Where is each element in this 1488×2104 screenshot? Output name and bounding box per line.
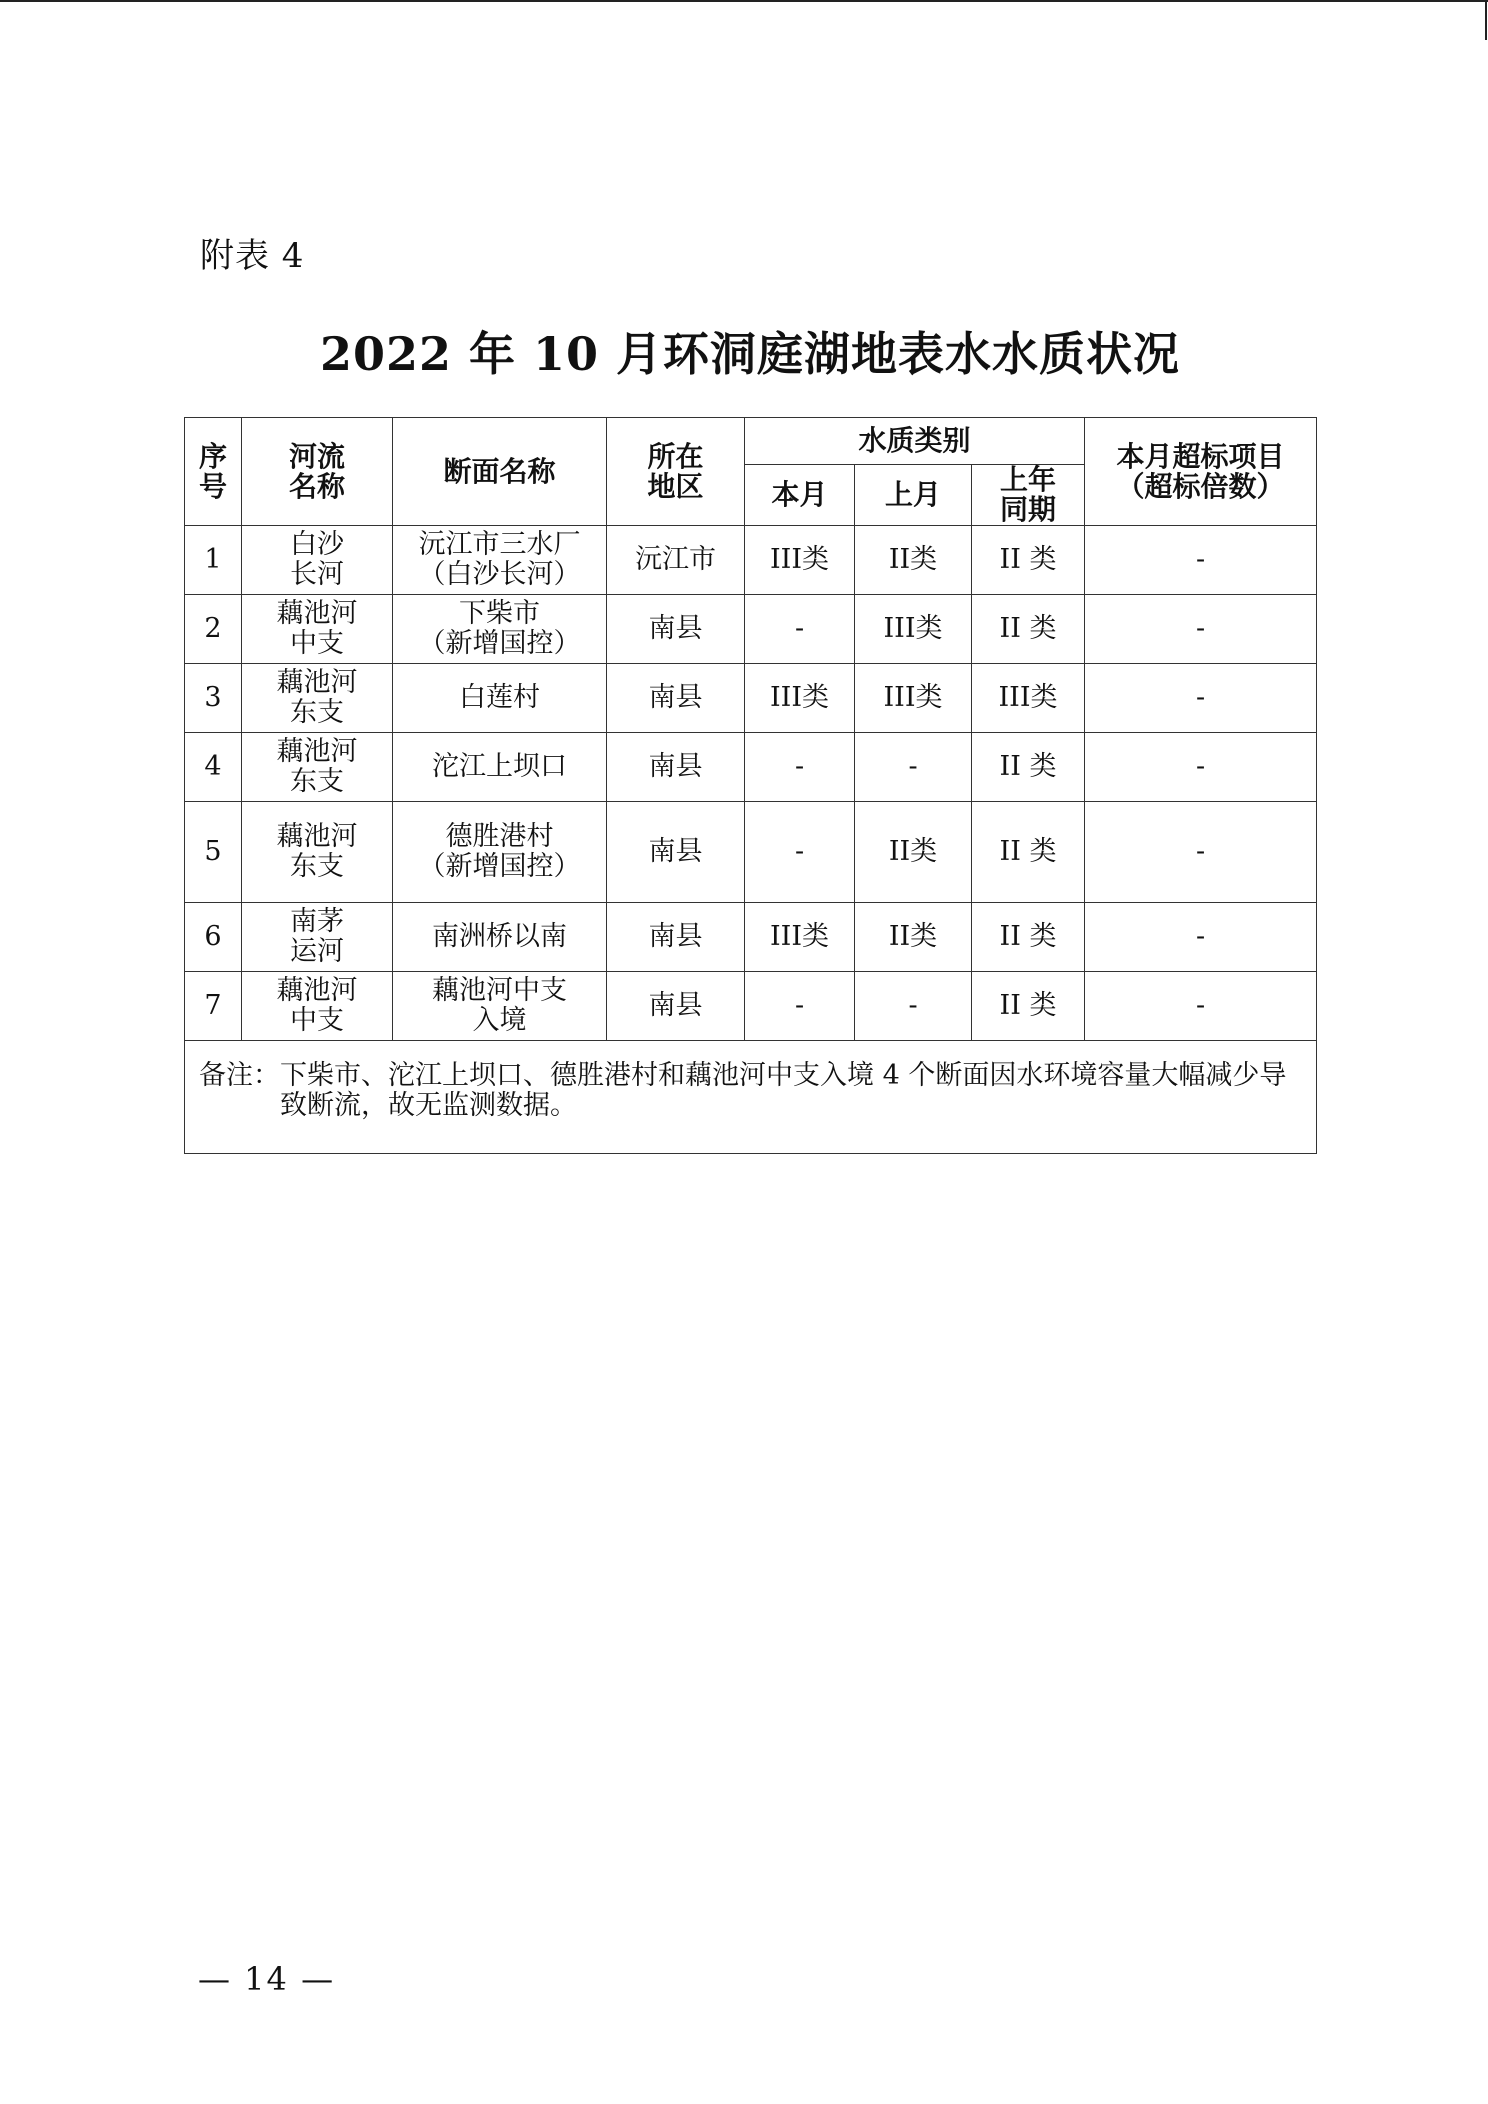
cell-exceed: - bbox=[1085, 733, 1317, 802]
appendix-label: 附表 4 bbox=[200, 236, 305, 276]
table-row bbox=[185, 595, 1317, 664]
cell-region: 南县 bbox=[607, 664, 745, 733]
cell-section: 德胜港村 （新增国控） bbox=[393, 802, 607, 903]
cell-no: 2 bbox=[185, 595, 242, 664]
header-quality-group: 水质类别 bbox=[745, 418, 1085, 465]
cell-region: 南县 bbox=[607, 595, 745, 664]
cell-last-month: III类 bbox=[855, 664, 972, 733]
cell-no: 3 bbox=[185, 664, 242, 733]
cell-this-month: - bbox=[745, 972, 855, 1041]
page-top-border bbox=[0, 0, 1488, 2]
cell-section: 沅江市三水厂 （白沙长河） bbox=[393, 526, 607, 595]
header-last-month: 上月 bbox=[855, 465, 972, 526]
header-region: 所在 地区 bbox=[607, 418, 745, 526]
cell-river: 白沙 长河 bbox=[242, 526, 393, 595]
cell-region: 沅江市 bbox=[607, 526, 745, 595]
cell-section: 南洲桥以南 bbox=[393, 903, 607, 972]
table-row bbox=[185, 802, 1317, 903]
cell-last-year: II 类 bbox=[972, 595, 1085, 664]
table-row bbox=[185, 733, 1317, 802]
table-row bbox=[185, 526, 1317, 595]
cell-last-month: II类 bbox=[855, 526, 972, 595]
table-row bbox=[185, 903, 1317, 972]
note-label: 备注： bbox=[199, 1060, 280, 1091]
cell-last-month: III类 bbox=[855, 595, 972, 664]
cell-exceed: - bbox=[1085, 526, 1317, 595]
note-cell bbox=[185, 1041, 1317, 1154]
cell-last-year: II 类 bbox=[972, 972, 1085, 1041]
cell-last-year: II 类 bbox=[972, 802, 1085, 903]
header-row-1 bbox=[185, 418, 1317, 465]
cell-section: 白莲村 bbox=[393, 664, 607, 733]
header-same-period-last-year: 上年 同期 bbox=[972, 465, 1085, 526]
cell-no: 1 bbox=[185, 526, 242, 595]
cell-this-month: - bbox=[745, 802, 855, 903]
cell-last-year: II 类 bbox=[972, 526, 1085, 595]
cell-no: 7 bbox=[185, 972, 242, 1041]
cell-exceed: - bbox=[1085, 972, 1317, 1041]
cell-region: 南县 bbox=[607, 903, 745, 972]
header-river: 河流 名称 bbox=[242, 418, 393, 526]
cell-last-year: III类 bbox=[972, 664, 1085, 733]
page-right-border bbox=[1485, 0, 1487, 40]
cell-last-month: - bbox=[855, 972, 972, 1041]
cell-region: 南县 bbox=[607, 802, 745, 903]
cell-region: 南县 bbox=[607, 733, 745, 802]
cell-exceed: - bbox=[1085, 595, 1317, 664]
cell-section: 沱江上坝口 bbox=[393, 733, 607, 802]
cell-this-month: III类 bbox=[745, 664, 855, 733]
header-section: 断面名称 bbox=[393, 418, 607, 526]
cell-region: 南县 bbox=[607, 972, 745, 1041]
cell-river: 南茅 运河 bbox=[242, 903, 393, 972]
cell-river: 藕池河 东支 bbox=[242, 664, 393, 733]
cell-exceed: - bbox=[1085, 664, 1317, 733]
cell-river: 藕池河 中支 bbox=[242, 595, 393, 664]
cell-this-month: - bbox=[745, 733, 855, 802]
header-this-month: 本月 bbox=[745, 465, 855, 526]
cell-no: 5 bbox=[185, 802, 242, 903]
cell-river: 藕池河 中支 bbox=[242, 972, 393, 1041]
note-text: 下柴市、沱江上坝口、德胜港村和藕池河中支入境 4 个断面因水环境容量大幅减少导致断流，故无监测数据。 bbox=[280, 1060, 1287, 1121]
header-exceed: 本月超标项目 （超标倍数） bbox=[1085, 418, 1317, 526]
cell-last-year: II 类 bbox=[972, 733, 1085, 802]
cell-no: 6 bbox=[185, 903, 242, 972]
cell-section: 藕池河中支 入境 bbox=[393, 972, 607, 1041]
table-row bbox=[185, 664, 1317, 733]
cell-this-month: III类 bbox=[745, 526, 855, 595]
cell-section: 下柴市 （新增国控） bbox=[393, 595, 607, 664]
cell-river: 藕池河 东支 bbox=[242, 733, 393, 802]
page-number: — 14 — bbox=[198, 1960, 336, 1998]
cell-this-month: - bbox=[745, 595, 855, 664]
cell-no: 4 bbox=[185, 733, 242, 802]
cell-last-year: II 类 bbox=[972, 903, 1085, 972]
header-index: 序 号 bbox=[185, 418, 242, 526]
page-title: 2022 年 10 月环洞庭湖地表水水质状况 bbox=[319, 327, 1181, 381]
cell-last-month: II类 bbox=[855, 802, 972, 903]
note-row bbox=[185, 1041, 1317, 1154]
cell-this-month: III类 bbox=[745, 903, 855, 972]
cell-exceed: - bbox=[1085, 802, 1317, 903]
cell-last-month: - bbox=[855, 733, 972, 802]
cell-exceed: - bbox=[1085, 903, 1317, 972]
cell-river: 藕池河 东支 bbox=[242, 802, 393, 903]
cell-last-month: II类 bbox=[855, 903, 972, 972]
water-quality-table bbox=[184, 417, 1317, 1154]
table-row bbox=[185, 972, 1317, 1041]
